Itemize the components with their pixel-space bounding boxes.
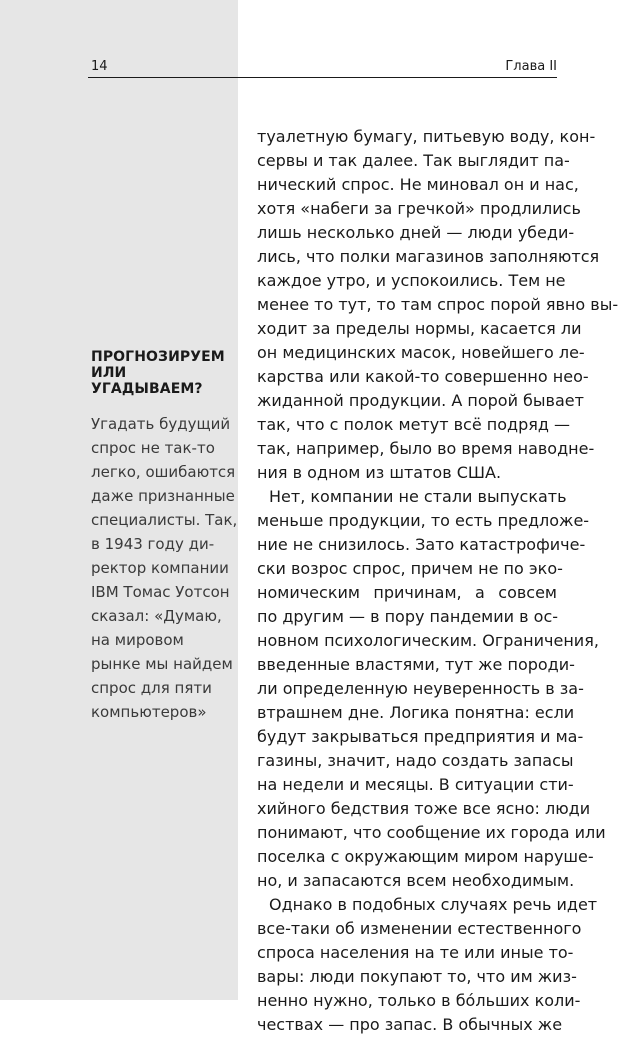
text-line: все-таки об изменении естественного [257, 919, 582, 938]
text-line: ходит за пределы нормы, касается ли [257, 319, 582, 338]
text-line: туалетную бумагу, питьевую воду, кон- [257, 127, 596, 146]
sidebar-line: на мировом [91, 631, 184, 649]
sidebar-line: легко, ошибаются [91, 463, 236, 481]
sidebar-line: даже признанные [91, 487, 235, 505]
sidebar-heading-line: ПРОГНОЗИРУЕМ [91, 349, 225, 365]
text-line: понимают, что сообщение их города или [257, 823, 606, 842]
text-line: номическим причинам, а совсем [257, 583, 557, 602]
sidebar-line: специалисты. Так, [91, 511, 238, 529]
text-line: втрашнем дне. Логика понятна: если [257, 703, 575, 722]
text-line: каждое утро, и успокоились. Тем не [257, 271, 566, 290]
text-line: но, и запасаются всем необходимым. [257, 871, 575, 890]
text-line: нический спрос. Не миновал он и нас, [257, 175, 579, 194]
text-line: введенные властями, тут же породи- [257, 655, 575, 674]
sidebar-line: спрос не так-то [91, 439, 215, 457]
sidebar-line: компьютеров» [91, 703, 207, 721]
text-line: так, что с полок метут всё подряд — [257, 415, 571, 434]
sidebar-line: Угадать будущий [91, 415, 231, 433]
text-line: вары: люди покупают то, что им жиз- [257, 967, 577, 986]
text-line: менее то тут, то там спрос порой явно вы- [257, 295, 619, 314]
text-line: чествах — про запас. В обычных же [257, 1015, 563, 1034]
sidebar-line: рынке мы найдем [91, 655, 233, 673]
sidebar-line: спрос для пяти [91, 679, 212, 697]
text-line: карства или какой-то совершенно нео- [257, 367, 589, 386]
chapter-title: Глава II [505, 59, 557, 74]
main-text [257, 125, 619, 1037]
text-line: меньше продукции, то есть предложе- [257, 511, 590, 530]
sidebar-heading-line: УГАДЫВАЕМ? [91, 381, 203, 397]
text-line: лишь несколько дней — люди убеди- [257, 223, 575, 242]
text-line: спроса населения на те или иные то- [257, 943, 574, 962]
text-line: ли определенную неуверенность в за- [257, 679, 584, 698]
text-line: хийного бедствия тоже все ясно: люди [257, 799, 591, 818]
text-line: газины, значит, надо создать запасы [257, 751, 574, 770]
text-line: хотя «набеги за гречкой» продлились [257, 199, 581, 218]
sidebar-line: сказал: «Думаю, [91, 607, 222, 625]
text-line: на недели и месяцы. В ситуации сти- [257, 775, 574, 794]
text-line: сервы и так далее. Так выглядит па- [257, 151, 570, 170]
sidebar-line: ректор компании [91, 559, 229, 577]
sidebar-line: в 1943 году ди- [91, 535, 215, 553]
sidebar-body [91, 412, 238, 724]
text-line: он медицинских масок, новейшего ле- [257, 343, 585, 362]
text-line: Однако в подобных случаях речь идет [269, 895, 598, 914]
text-line: новном психологическим. Ограничения, [257, 631, 599, 650]
text-line: ненно нужно, только в бóльших коли- [257, 991, 581, 1010]
sidebar-heading [91, 349, 231, 397]
text-line: лись, что полки магазинов заполняются [257, 247, 600, 266]
text-line: ски возрос спрос, причем не по эко- [257, 559, 563, 578]
page-number: 14 [91, 59, 108, 74]
text-line: будут закрываться предприятия и ма- [257, 727, 584, 746]
text-line: ние не снизилось. Зато катастрофиче- [257, 535, 586, 554]
text-line: ния в одном из штатов США. [257, 463, 502, 482]
sidebar-note [91, 349, 238, 724]
sidebar-line: IBM Томас Уотсон [91, 583, 230, 601]
text-line: жиданной продукции. А порой бывает [257, 391, 584, 410]
sidebar-heading-line: ИЛИ [91, 365, 127, 381]
text-line: Нет, компании не стали выпускать [269, 487, 567, 506]
header-divider [88, 77, 557, 78]
text-line: так, например, было во время наводне- [257, 439, 595, 458]
text-line: поселка с окружающим миром наруше- [257, 847, 594, 866]
text-line: по другим — в пору пандемии в ос- [257, 607, 559, 626]
